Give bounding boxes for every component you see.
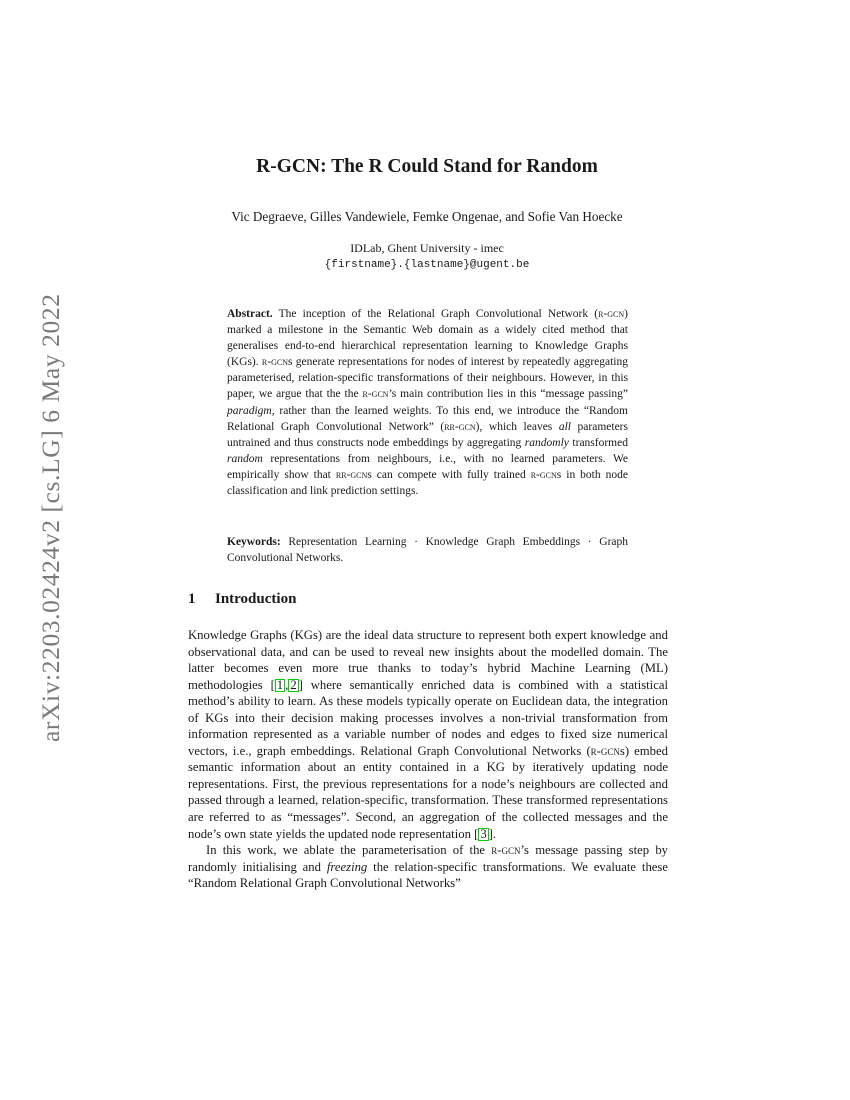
section-number: 1 — [188, 591, 196, 607]
section-heading — [188, 591, 296, 608]
abstract-text: s generate representations for nodes of interest by repeatedly aggregating parameterised, relation-specific transformations of their neighbours. However, in this paper, we argue that the the — [227, 356, 628, 401]
affiliation-block — [0, 240, 850, 273]
keywords-text: Representation Learning · Knowledge Graph Embeddings · Graph Convolutional Networks. — [227, 536, 628, 565]
body-text: ’s message passing step by randomly initialising and — [188, 843, 669, 874]
abstract-text: , rather than the learned weights. To this end, we introduce the “Random Relational Graph Convolutional Network” ( — [227, 404, 628, 433]
abstract-text: The inception of the Relational Graph Convolutional Network ( — [278, 308, 599, 320]
acronym: r-gcn — [362, 388, 389, 401]
emphasis: paradigm — [227, 404, 272, 417]
introduction-body — [188, 627, 668, 892]
abstract-text: parameters untrained and thus constructs node embeddings by aggregating — [227, 420, 628, 449]
body-text: Knowledge Graphs (KGs) are the ideal data structure to represent both expert knowledge and observational data, and can be used to reveal new insights about the modelled domain. The latter becomes even more true thanks to today’s hybrid Machine Learning (ML) methodologies — [188, 628, 668, 692]
keywords-label: Keywords: — [227, 536, 281, 548]
email-address: {firstname}.{lastname}@ugent.be — [324, 258, 530, 271]
citation-link[interactable]: 1 — [276, 677, 284, 692]
body-text: . — [492, 826, 497, 841]
abstract-text: ’s main contribution lies in this “message passing” — [388, 388, 628, 401]
arxiv-stamp: arXiv:2203.02424v2 [cs.LG] 6 May 2022 — [36, 293, 65, 742]
body-text: In this work, we ablate the parameterisation of the — [206, 843, 492, 858]
paper-title: R-GCN: The R Could Stand for Random — [256, 156, 598, 177]
emphasis: randomly — [524, 436, 569, 449]
body-text: where semantically enriched data is combined with a statistical method’s ability to learn. As these models typically operate on Euclidean data, the integration of KGs into their decision making processes involves a non-trivial transformation from information represented as a variable number of nodes and edges to fixed size numerical vectors, i.e., graph embeddings. Relational Graph Convolutional Networks ( — [188, 677, 668, 758]
acronym: r-gcn — [491, 843, 521, 858]
acronym: r-gcn — [530, 468, 557, 481]
acronym: r-gcn — [590, 743, 620, 758]
paragraph: Knowledge Graphs (KGs) are the ideal data structure to represent both expert knowledge and observational data, and can be used to reveal new insights about the modelled domain. The latter becomes even more true thanks to today’s hybrid Machine Learning (ML) methodologies [ 1 , 2 ] where semantically enriched data is combined with a statistical method’s ability to learn. As these models typically operate on Euclidean data, the integration of KGs into their decision making processes involves a non-trivial transformation from information represented as a variable number of nodes and edges to fixed size numerical vectors, i.e., graph embeddings. Relational Graph Convolutional Networks (r-gcns) embed semantic information about an entity contained in a KG by iteratively updating node representations. First, the previous representations for a node’s neighbours are collected and passed through a learned, relation-specific, transformation. These transformed representations are referred to as “messages”. Second, an aggregation of the collected messages and the node’s own state yields the updated node representation [ 3 ]. — [188, 628, 668, 841]
citation-link[interactable]: 2 — [290, 677, 297, 692]
citation-link[interactable]: 3 — [480, 826, 487, 841]
acronym: r-gcn — [261, 356, 288, 369]
acronym: r-gcn — [598, 308, 625, 320]
emphasis: random — [227, 452, 263, 465]
acronym: rr-gcn — [335, 468, 368, 481]
abstract-text: s in both node classification and link prediction settings. — [227, 468, 628, 498]
emphasis: all — [558, 420, 571, 433]
keywords — [227, 534, 628, 566]
abstract-text: transformed — [568, 436, 628, 449]
abstract-text: ), which leaves — [475, 420, 559, 433]
body-text: the relation-specific transformations. We evaluate these “Random Relational Graph Convolutional Networks” — [188, 859, 668, 891]
acronym: rr-gcn — [444, 420, 476, 433]
affiliation: IDLab, Ghent University - imec — [350, 241, 504, 255]
abstract — [227, 306, 628, 499]
paragraph — [188, 842, 668, 892]
body-text: s) embed semantic information about an entity contained in a KG by iteratively updating node representations. First, the previous representations for a node’s neighbours are collected and passed through a learned, relation-specific, transformation. These transformed representations are referred to as “messages”. Second, an aggregation of the collected messages and the node’s own state yields the updated node representation — [188, 743, 668, 841]
section-title: Introduction — [215, 591, 297, 607]
emphasis: freezing — [326, 859, 368, 874]
author-list: Vic Degraeve, Gilles Vandewiele, Femke Ongenae, and Sofie Van Hoecke — [231, 209, 623, 224]
abstract-text: ) marked a milestone in the Semantic Web domain as a widely cited method that generalises end-to-end hierarchical representation learning to Knowledge Graphs (KGs). — [227, 308, 628, 369]
abstract-text: s can compete with fully trained — [367, 468, 531, 481]
abstract-text: representations from neighbours, i.e., with no learned parameters. We empirically show that — [227, 452, 628, 481]
abstract-label: Abstract. — [227, 308, 273, 320]
